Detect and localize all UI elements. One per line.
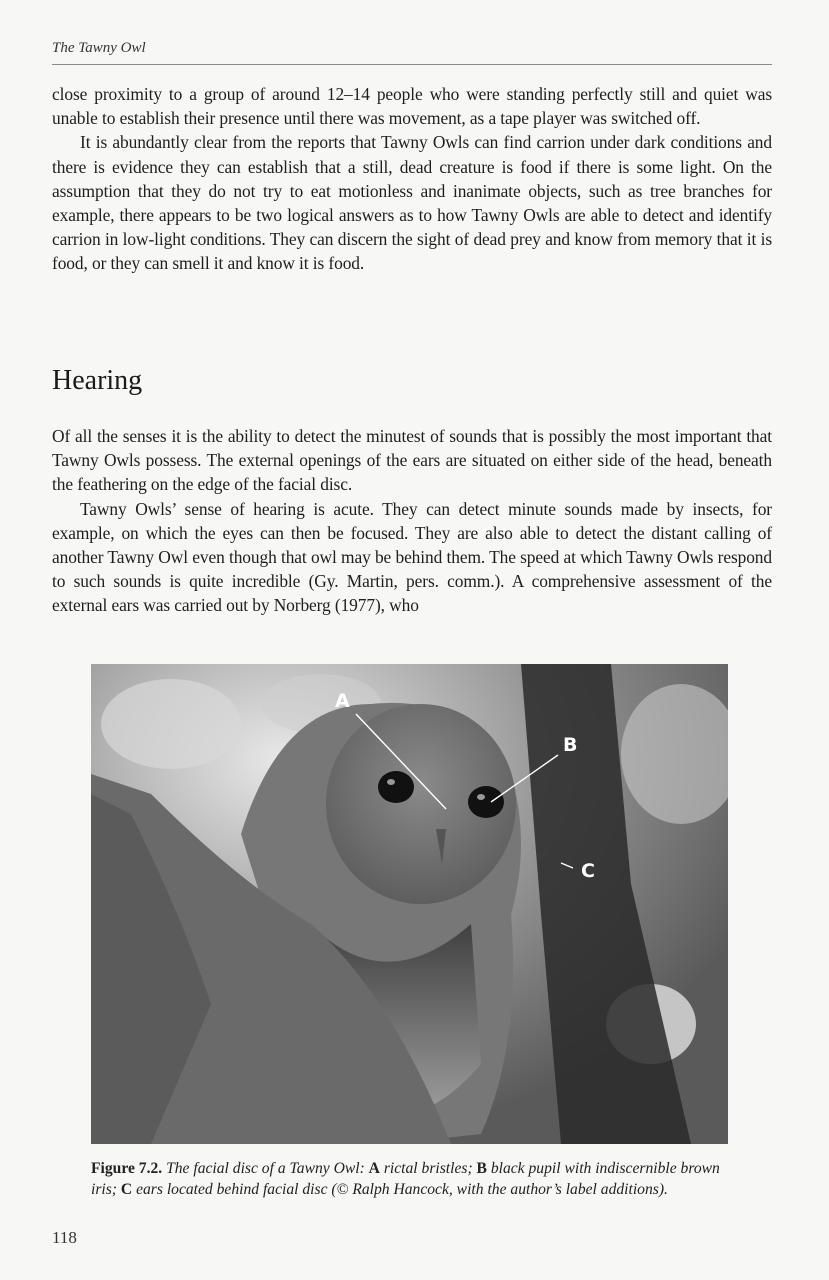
owl-photograph [91,664,728,1144]
caption-key-c: C [120,1181,133,1198]
paragraph: close proximity to a group of around 12–14 people who were standing perfectly still and quiet was unable to establish their presence until there was movement, as a tape player was switched off. [52,84,772,129]
paragraph: It is abundantly clear from the reports that Tawny Owls can find carrion under dark conditions and there is evidence they can establish that a still, dead creature is food if there is some light. On the assumption that they do not try to eat motionless and inanimate objects, such as tree branches for example, there appears to be two logical answers as to how Tawny Owls are able to detect and identify carrion in low-light conditions. They can discern the sight of dead prey and know from memory that it is food, or they can smell it and know it is food. [52,132,772,274]
body-text-after-heading [52,424,772,618]
header-rule [52,64,772,65]
label-b: B [563,734,578,756]
figure-caption [91,1158,731,1200]
caption-key-a: A [368,1160,380,1177]
page-number: 118 [52,1228,77,1247]
caption-text: ears located behind facial disc (© Ralph Hancock, with the author’s label additions). [132,1181,668,1198]
body-text-before-heading [52,82,772,276]
caption-text: black pupil with indiscernible brown iris; [91,1160,720,1198]
paragraph: Tawny Owls’ sense of hearing is acute. They can detect minute sounds made by insects, for example, on which the eyes can then be focused. They are also able to detect the distant calling of another Tawny Owl even though that owl may be behind them. The speed at which Tawny Owls respond to such sounds is quite incredible (Gy. Martin, pers. comm.). A comprehensive assessment of the external ears was carried out by Norberg (1977), who [52,498,772,616]
paragraph: Of all the senses it is the ability to detect the minutest of sounds that is possibly the most important that Tawny Owls possess. The external openings of the ears are situated on either side of the head, beneath the feathering on the edge of the facial disc. [52,426,772,495]
label-a: A [335,690,350,712]
figure-number: Figure 7.2. [91,1160,163,1177]
caption-key-b: B [476,1160,487,1177]
caption-text: rictal bristles; [379,1160,477,1177]
label-c: C [581,860,595,882]
section-heading: Hearing [52,365,143,396]
owl-photo-illustration [91,664,728,1144]
running-head: The Tawny Owl [52,40,146,56]
caption-text: The facial disc of a Tawny Owl: [162,1160,369,1177]
